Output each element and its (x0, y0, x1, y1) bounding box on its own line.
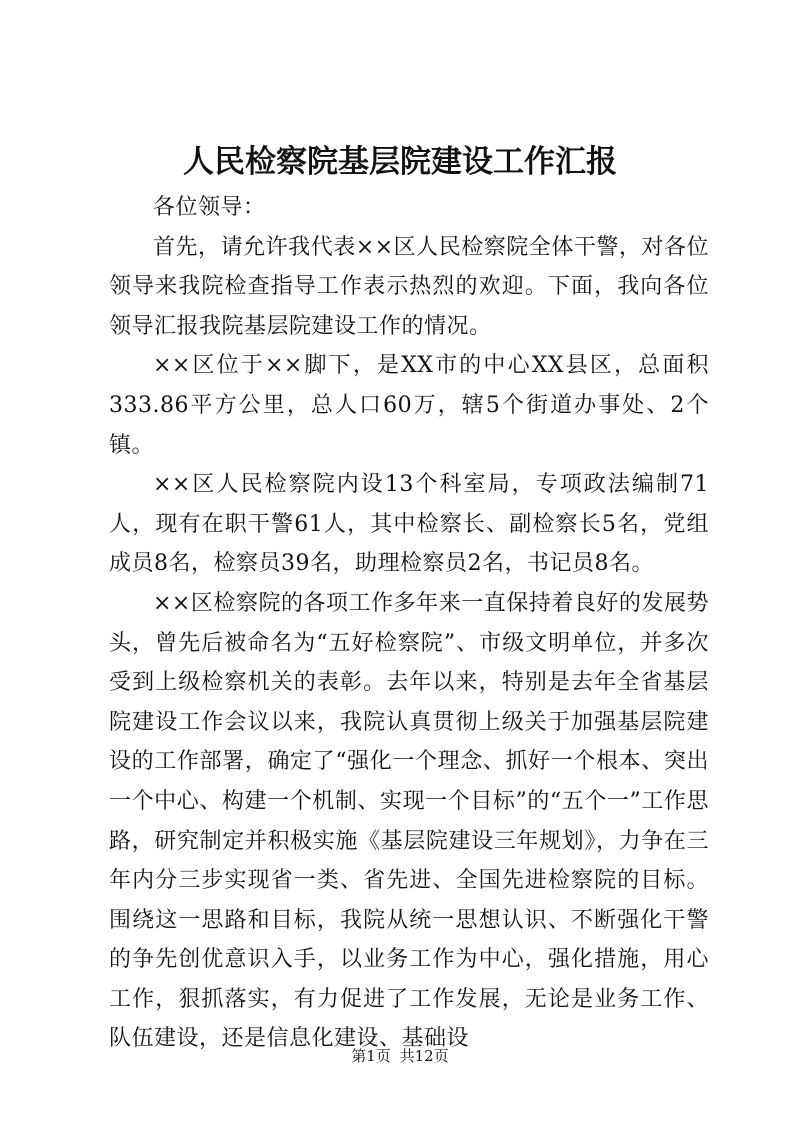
document-body (109, 188, 709, 1059)
document-title: 人民检察院基层院建设工作汇报 (183, 144, 617, 180)
welcome-paragraph: 首先，请允许我代表××区人民检察院全体干警，对各位领导来我院检查指导工作表示热烈的欢迎。下面，我向各位领导汇报我院基层院建设工作的情况。 (109, 234, 709, 339)
salutation-paragraph: 各位领导： (153, 195, 266, 220)
work-summary-paragraph: ××区检察院的各项工作多年来一直保持着良好的发展势头，曾先后被命名为“五好检察院”、市级文明单位，并多次受到上级检察机关的表彰。去年以来，特别是去年全省基层院建设工作会议以来，我院认真贯彻上级关于加强基层院建设的工作部署，确定了“强化一个理念、抓好一个根本、突出一个中心、构建一个机制、实现一个目标”的“五个一”工作思路，研究制定并积极实施《基层院建设三年规划》，力争在三年内分三步实现省一类、省先进、全国先进检察院的目标。围绕这一思路和目标，我院从统一思想认识、不断强化干警的争先创优意识入手，以业务工作为中心，强化措施，用心工作，狠抓落实，有力促进了工作发展，无论是业务工作、队伍建设，还是信息化建设、基础设 (109, 590, 709, 1052)
district-overview-paragraph: ××区位于××脚下，是XX市的中心XX县区，总面积333.86平方公里，总人口60万，辖5个街道办事处、2个镇。 (109, 353, 709, 458)
page-number: 第1页 (351, 1047, 391, 1065)
page-footer (0, 1046, 800, 1066)
staffing-paragraph: ××区人民检察院内设13个科室局，专项政法编制71人，现有在职干警61人，其中检察长、副检察长5名，党组成员8名，检察员39名，助理检察员2名，书记员8名。 (109, 472, 709, 577)
page-total: 共12页 (399, 1047, 449, 1065)
